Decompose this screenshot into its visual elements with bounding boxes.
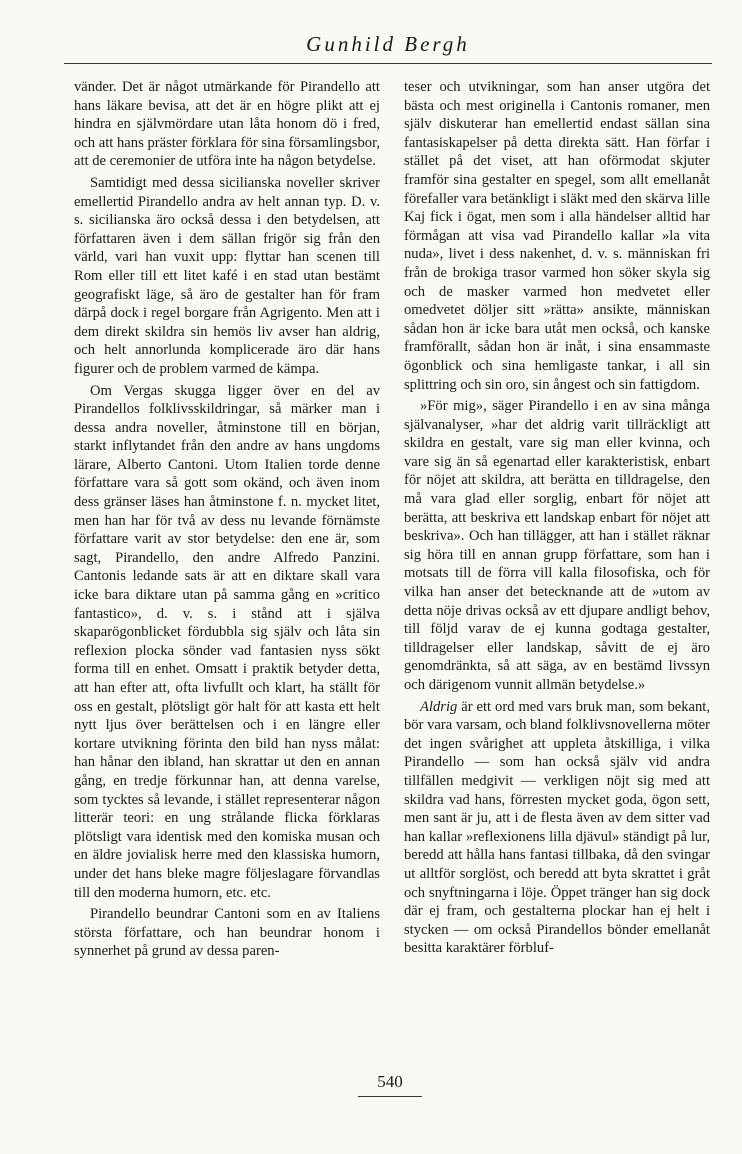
paragraph: »För mig», säger Pirandello i en av sina många självanalyser, »har det aldrig varit tillräckligt att skildra en gestalt, vare sig man eller kvinna, och vare sig än så egenartad eller karakteristisk, enbart för nöjet att skildra, att berätta en tilldragelse, den må vara glad eller sorglig, enbart för nöjet att berätta, att beskriva ett landskap enbart för nöjet att beskriva». Och han tillägger, att han i stället räknar sig höra till en annan grupp författare, som han i motsats till de förra vill kalla filosofiska, och för vilka han anser det betecknande att de »utom av detta nöje drivas också av ett djupare andligt behov, till följd varav de ej kunna godtaga gestalter, tilldragelser eller landskap, såvitt de ej äro genomdränkta, så att säga, av en bestämd livssyn och därigenom vunnit allmän betydelse.» xyxy=(404,398,710,693)
header-rule xyxy=(64,63,712,64)
page-number: 540 xyxy=(377,1072,403,1091)
paragraph: Pirandello beundrar Cantoni som en av Italiens största författare, och han beundrar honom i synnerhet på grund av dessa paren- xyxy=(74,906,380,960)
paragraph: vänder. Det är något utmärkande för Pirandello att hans läkare bevisa, att det är en högre plikt att ej hindra en självmördare utan låta honom dö i fred, och att hans präster förklara för sina församlingsbor, att de ceremonier de utföra inte ha någon betydelse. xyxy=(74,79,380,170)
right-column xyxy=(404,78,710,958)
italic-word: Aldrig xyxy=(420,698,458,715)
paragraph xyxy=(404,698,710,958)
left-column xyxy=(74,78,380,961)
running-header-author: Gunhild Bergh xyxy=(306,32,470,56)
paragraph: Om Vergas skugga ligger över en del av Pirandellos folklivsskildringar, så märker man i dessa andra noveller, åtminstone till en början, starkt inflytandet från den andre av hans ungdoms lärare, Alberto Cantoni. Utom Italien torde denne författare vara så gott som okänd, och även inom dess gränser läses han åtminstone f. n. mycket litet, men han har för två av dess nu levande förnämste författare varit av stor betydelse: den ene är, som sagt, Pirandello, den andre Alfredo Panzini. Cantonis ledande sats är att en diktare skall vara icke bara diktare utan på samma gång en »critico fantastico», d. v. s. i stånd att i själva skaparögonblicket fördubbla sig själv och låta sin reflexion plocka sönder vad fantasien nyss sökt forma till en enhet. Omsatt i praktik betyder detta, att han efter att, ofta livfullt och klart, ha ställt för oss en gestalt, plötsligt gör halt för att kasta ett helt nytt ljus över berättelsen och i en längre eller kortare utvikning förinta den bild han nyss målat: han hånar den ibland, han skrattar ut den en annan gång, en tredje förkunnar han, att denna varelse, som tycktes så levande, i stället representerar någon litterär teori: en ung strålande flicka förklaras plötsligt vara identisk med den komiska musan och en äldre jovialisk herre med den klassiska humorn, under det hans bleke magre följeslagare förvandlas till den moderna humorn, etc. etc. xyxy=(74,382,380,901)
footer-rule xyxy=(358,1096,422,1097)
paragraph: teser och utvikningar, som han anser utgöra det bästa och mest originella i Cantonis romaner, men själv diskuterar han emellertid endast sällan sina fantasiskapelser på detta direkta sätt. Han förfar i stället på det viset, att han oförmodat skjuter framför sina gestalter en spegel, som allt emellanåt förefaller vara betänkligt i släkt med den skärva lille Kaj fick i ögat, men som i alla händelser alltid har förmågan att visa vad Pirandello kallar »la vita nuda», livet i dess nakenhet, d. v. s. människan fri från de brokiga trasor varmed hon söker skyla sig och de masker varmed hon medvetet eller omedvetet döljer sitt »rätta» ansikte, människan sådan hon är icke bara utåt men också, och kanske framförallt, sådan hon är inåt, i sina ensammaste ögonblick och sina hemligaste tankar, i all sin splittring och sin oro, sin ångest och sin fattigdom. xyxy=(404,79,710,393)
paragraph-text: är ett ord med vars bruk man, som bekant, bör vara varsam, och bland folklivsnovellerna möter det ingen svårighet att uppleta åtskilliga, i vilka Pirandello — som han också själv vid andra tillfällen medgivit — verkligen nöjt sig med att skildra vad hans, förresten mycket goda, ögon sett, men sant är ju, att i de flesta även av dem sitter vad han kallar »reflexionens lilla djävul» ständigt på lur, beredd att hålla hans fantasi tillbaka, då den svingar ut alltför sorglöst, och beredd att byta skrattet i gråt och snyftningarna i löje. Öppet tränger han sig dock där ej fram, och gestalterna plockar han ej helt i stycken — om också Pirandellos bönder emellanåt besitta karaktärer förbluf- xyxy=(404,698,710,957)
paragraph: Samtidigt med dessa sicilianska noveller skriver emellertid Pirandello andra av helt annan typ. D. v. s. sicilianska äro också dessa i den betydelsen, att författaren även i dem sällan frigör sig från den värld, vari han vuxit upp: flyttar han scenen till Rom eller till ett litet kafé i en stad utan bestämt geografiskt läge, så äro de gestalter han för fram därpå dock i regel borgare från Agrigento. Men att i dem direkt skildra sin hemös liv avser han aldrig, och helt annorlunda komplicerade äro där hans figurer och de problem varmed de kämpa. xyxy=(74,174,380,377)
